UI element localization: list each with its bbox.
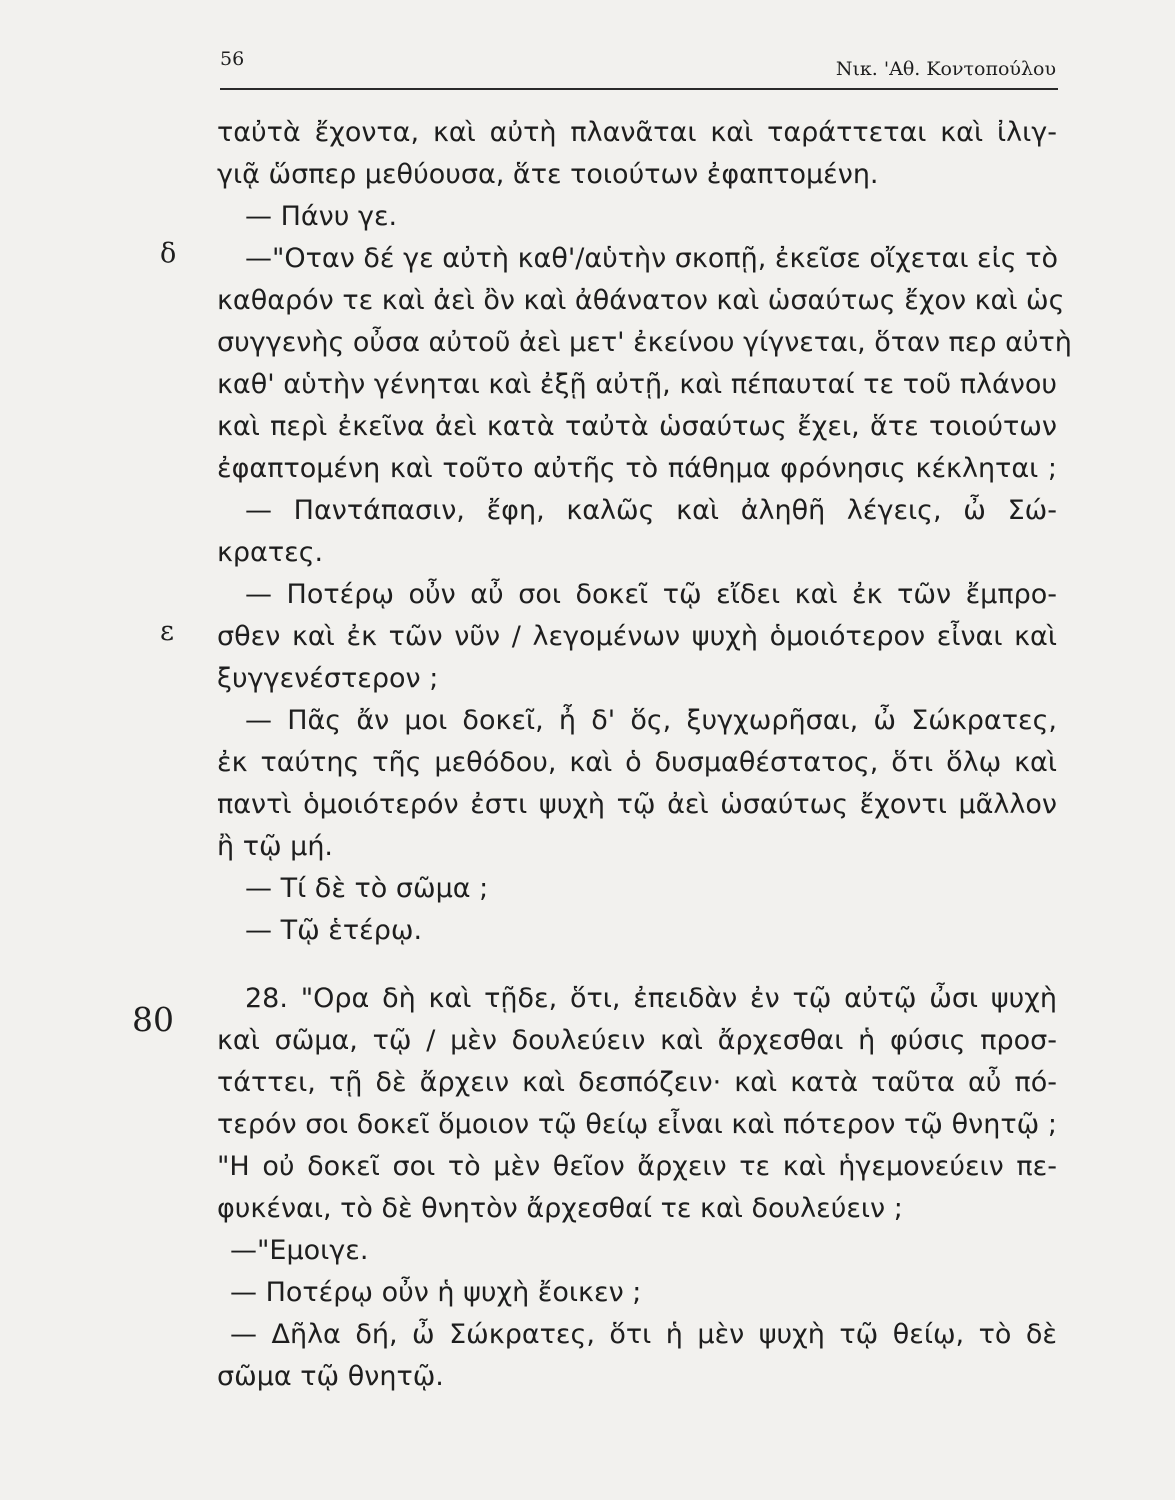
running-head: Νικ. 'Αθ. Κοντοπούλου (835, 58, 1056, 80)
text-line: ξυγγενέστερον ; (217, 663, 439, 694)
text-line: — Ποτέρῳ οὖν ἡ ψυχὴ ἔοικεν ; (230, 1277, 642, 1308)
text-line: καὶ περὶ ἐκεῖνα ἀεὶ κατὰ ταὐτὰ ὡσαύτως ἔχει, ἅτε τοιούτων (217, 411, 1057, 442)
text-line: καθ' αὑτὴν γένηται καὶ ἐξῇ αὐτῇ, καὶ πέπαυταί τε τοῦ πλάνου (217, 369, 1057, 400)
text-line: καθαρόν τε καὶ ἀεὶ ὂν καὶ ἀθάνατον καὶ ὡσαύτως ἔχον καὶ ὡς (217, 285, 1065, 316)
text-line: —"Εμοιγε. (230, 1235, 369, 1266)
text-line: ἐκ ταύτης τῆς μεθόδου, καὶ ὁ δυσμαθέστατος, ὅτι ὅλῳ καὶ (217, 747, 1057, 778)
margin-marker-delta: δ (160, 238, 177, 269)
text-line: κρατες. (217, 537, 324, 568)
text-line: γιᾷ ὥσπερ μεθύουσα, ἅτε τοιούτων ἐφαπτομένη. (217, 159, 879, 190)
text-line: φυκέναι, τὸ δὲ θνητὸν ἄρχεσθαί τε καὶ δουλεύειν ; (217, 1193, 903, 1224)
header-rule (220, 88, 1058, 90)
text-line: ἢ τῷ μή. (217, 831, 334, 862)
page-number: 56 (220, 48, 245, 70)
text-line: — Τί δὲ τὸ σῶμα ; (245, 873, 489, 904)
text-line: — Παντάπασιν, ἔφη, καλῶς καὶ ἀληθῆ λέγεις, ὦ Σώ- (245, 495, 1057, 526)
text-line: καὶ σῶμα, τῷ / μὲν δουλεύειν καὶ ἄρχεσθαι ἡ φύσις προσ- (217, 1025, 1057, 1056)
margin-marker-epsilon: ε (160, 616, 174, 647)
text-line: — Πᾶς ἄν μοι δοκεῖ, ἦ δ' ὅς, ξυγχωρῆσαι, ὦ Σώκρατες, (245, 705, 1057, 736)
text-line: συγγενὴς οὖσα αὐτοῦ ἀεὶ μετ' ἐκείνου γίγνεται, ὅταν περ αὐτὴ (217, 327, 1072, 358)
text-line: ἐφαπτομένη καὶ τοῦτο αὐτῆς τὸ πάθημα φρόνησις κέκληται ; (217, 453, 1057, 484)
page-header (220, 48, 1058, 88)
text-line: 28. "Ορα δὴ καὶ τῇδε, ὅτι, ἐπειδὰν ἐν τῷ αὐτῷ ὦσι ψυχὴ (245, 983, 1057, 1014)
text-line: τάττει, τῇ δὲ ἄρχειν καὶ δεσπόζειν· καὶ κατὰ ταῦτα αὖ πό- (217, 1067, 1057, 1098)
text-line: — Τῷ ἑτέρῳ. (245, 915, 423, 946)
text-line: — Ποτέρῳ οὖν αὖ σοι δοκεῖ τῷ εἴδει καὶ ἐκ τῶν ἔμπρο- (245, 579, 1057, 610)
text-line: — Πάνυ γε. (245, 201, 398, 232)
text-line: ταὐτὰ ἔχοντα, καὶ αὐτὴ πλανᾶται καὶ ταράττεται καὶ ἰλιγ- (217, 117, 1057, 148)
margin-marker-80: 80 (132, 1000, 174, 1039)
text-line: σῶμα τῷ θνητῷ. (217, 1361, 444, 1392)
text-line: "Η οὐ δοκεῖ σοι τὸ μὲν θεῖον ἄρχειν τε καὶ ἡγεμονεύειν πε- (217, 1151, 1057, 1182)
text-line: τερόν σοι δοκεῖ ὅμοιον τῷ θείῳ εἶναι καὶ πότερον τῷ θνητῷ ; (217, 1109, 1057, 1140)
text-line: —"Οταν δέ γε αὐτὴ καθ'/αὑτὴν σκοπῇ, ἐκεῖσε οἴχεται εἰς τὸ (245, 243, 1058, 274)
text-line: σθεν καὶ ἐκ τῶν νῦν / λεγομένων ψυχὴ ὁμοιότερον εἶναι καὶ (217, 621, 1057, 652)
text-line: — Δῆλα δή, ὦ Σώκρατες, ὅτι ἡ μὲν ψυχὴ τῷ θείῳ, τὸ δὲ (230, 1319, 1057, 1350)
text-line: παντὶ ὁμοιότερόν ἐστι ψυχὴ τῷ ἀεὶ ὡσαύτως ἔχοντι μᾶλλον (217, 789, 1057, 820)
